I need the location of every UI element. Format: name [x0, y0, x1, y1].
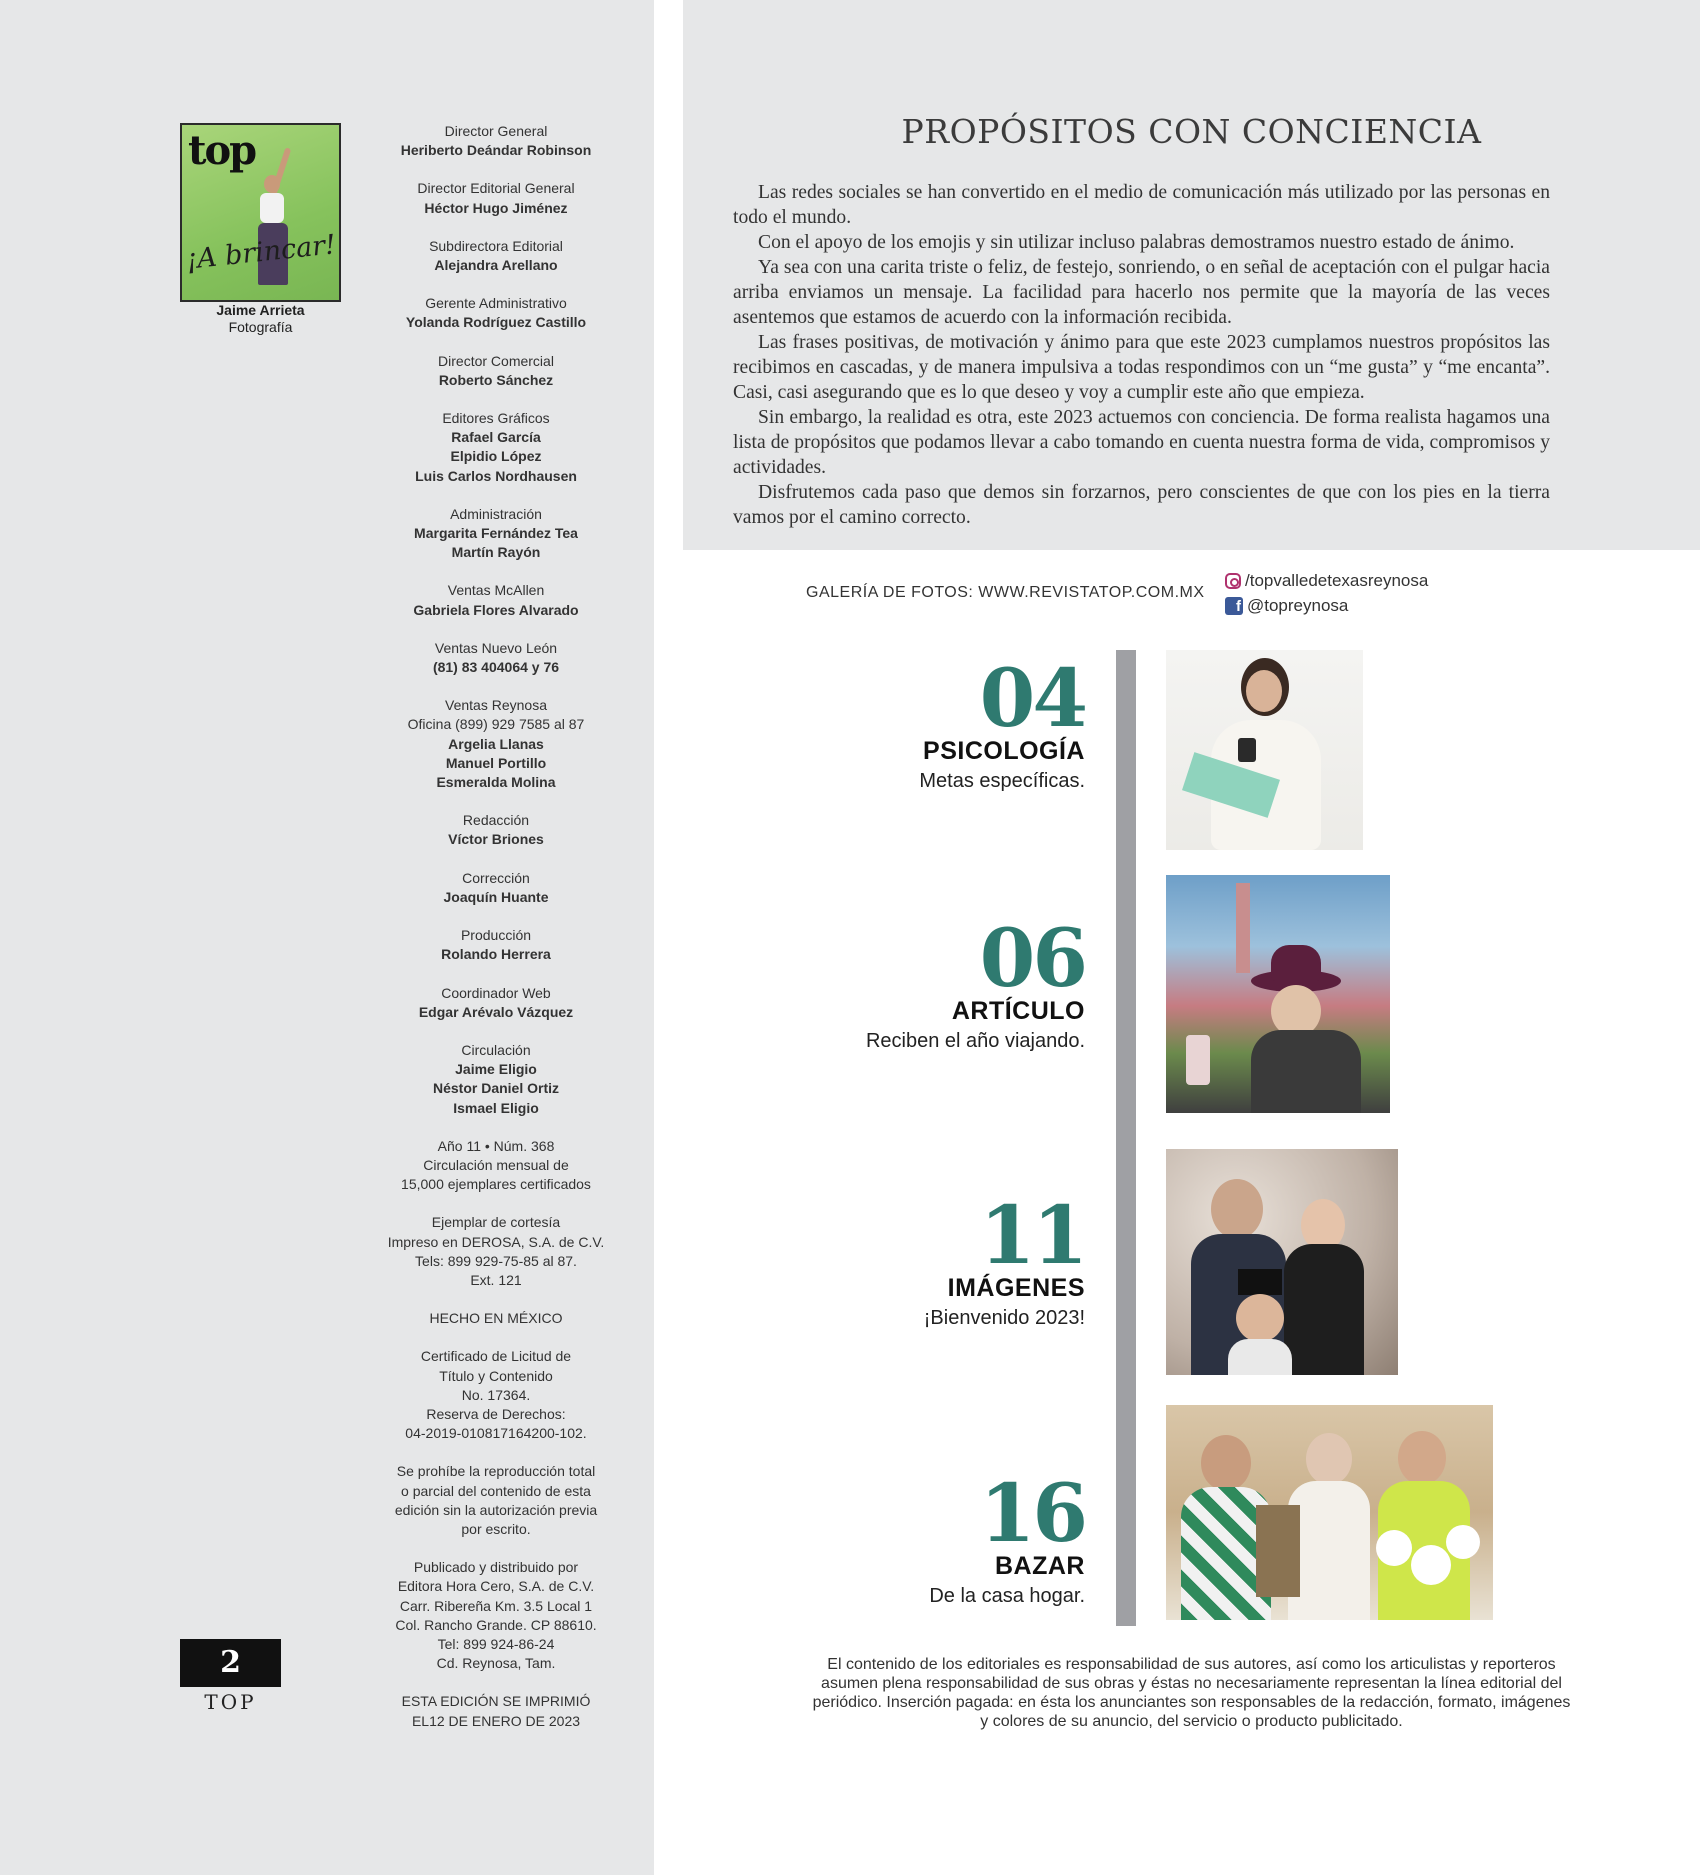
toc-description: De la casa hogar. [929, 1585, 1085, 1607]
staff-group [370, 581, 622, 619]
colophon-line: Tels: 899 929-75-85 al 87. [415, 1252, 577, 1269]
colophon-line: Editora Hora Cero, S.A. de C.V. [397, 1578, 595, 1595]
toc-item[interactable] [865, 911, 1085, 1056]
photo-articulo [1166, 875, 1390, 1113]
staff-name: Esmeralda Molina [436, 774, 556, 791]
staff-group [370, 811, 622, 849]
toc-description: Metas específicas. [919, 770, 1085, 792]
toc-item[interactable] [919, 651, 1085, 796]
staff-name: Manuel Portillo [445, 754, 547, 771]
toc-section: ARTÍCULO [951, 997, 1085, 1025]
colophon-line: Impreso en DEROSA, S.A. de C.V. [387, 1233, 605, 1250]
colophon-line: Año 11 • Núm. 368 [437, 1137, 555, 1154]
colophon-block [370, 1347, 622, 1443]
staff-name: Héctor Hugo Jiménez [424, 199, 568, 216]
staff-group [370, 352, 622, 390]
social-links [1225, 568, 1428, 618]
staff-name: Heriberto Deándar Robinson [400, 142, 592, 159]
staff-detail: Oficina (899) 929 7585 al 87 [407, 716, 585, 733]
staff-title: Corrección [462, 869, 530, 886]
facebook-icon: f [1225, 597, 1243, 615]
staff-group [370, 869, 622, 907]
staff-title: Coordinador Web [441, 984, 551, 1001]
colophon-line: Se prohíbe la reproducción total [396, 1463, 596, 1480]
editorial-paragraph: Ya sea con una carita triste o feliz, de festejo, sonriendo, o en señal de aceptación con el pulgar hacia arriba enviamos un mensaje. La facilidad para hacerlo nos permite que la mayoría de las veces asentemos que estamos de acuerdo con la información recibida. [733, 257, 1550, 328]
staff-title: Director General [444, 123, 548, 139]
staff-group [370, 696, 622, 792]
colophon-line: por escrito. [461, 1520, 531, 1537]
photo-bazar [1166, 1405, 1493, 1620]
gallery-link[interactable]: GALERÍA DE FOTOS: WWW.REVISTATOP.COM.MX [806, 584, 1205, 601]
page-label: TOP [204, 1690, 257, 1714]
editorial-paragraph: Sin embargo, la realidad es otra, este 2023 actuemos con conciencia. De forma realista hagamos una lista de propósitos que podamos llevar a cabo tomando en cuenta nuestra forma de vida, compromisos y actividades. [733, 407, 1550, 478]
staff-title: Ventas McAllen [447, 582, 545, 599]
instagram-link[interactable] [1225, 568, 1428, 593]
photographer-name: Jaime Arrieta [216, 302, 305, 318]
colophon-line: Publicado y distribuido por [413, 1559, 579, 1576]
staff-name: Margarita Fernández Tea [414, 525, 578, 542]
toc-section: BAZAR [995, 1552, 1085, 1580]
staff-name: (81) 83 404064 y 76 [432, 659, 560, 676]
colophon-line: HECHO EN MÉXICO [429, 1310, 563, 1327]
disclaimer [683, 1655, 1700, 1731]
colophon-line: Ejemplar de cortesía [431, 1214, 561, 1231]
staff-group [370, 1041, 622, 1118]
staff-name: Rafael García [451, 429, 541, 446]
staff-name: Joaquín Huante [443, 888, 549, 905]
staff-group [370, 926, 622, 964]
staff-name: Gabriela Flores Alvarado [413, 601, 579, 618]
staff-name: Edgar Arévalo Vázquez [418, 1003, 574, 1020]
editorial-paragraph: Disfrutemos cada paso que demos sin forzarnos, pero conscientes de que con los pies en la tierra vamos por el camino correcto. [733, 482, 1550, 528]
staff-group [370, 409, 622, 486]
staff-name: Alejandra Arellano [434, 257, 558, 274]
staff-name: Víctor Briones [448, 831, 544, 848]
colophon-line: EL12 DE ENERO DE 2023 [411, 1712, 581, 1729]
colophon-line: Cd. Reynosa, Tam. [436, 1655, 556, 1672]
staff-name: Martín Rayón [451, 544, 541, 561]
colophon-block [370, 1692, 622, 1730]
toc-page-number: 11 [979, 1188, 1085, 1282]
instagram-handle: /topvalledetexasreynosa [1245, 571, 1429, 590]
staff-title: Subdirectora Editorial [429, 237, 563, 254]
colophon-line: Reserva de Derechos: [426, 1405, 566, 1422]
staff-title: Editores Gráficos [442, 410, 550, 427]
staff-directory [370, 122, 622, 1750]
toc-section: IMÁGENES [947, 1274, 1085, 1302]
editorial-body [733, 180, 1550, 530]
editorial-paragraph: Las redes sociales se han convertido en el medio de comunicación más utilizado por las personas en todo el mundo. [733, 182, 1550, 228]
colophon-line: ESTA EDICIÓN SE IMPRIMIÓ [401, 1693, 591, 1710]
staff-name: Argelia Llanas [448, 735, 544, 752]
page-number: 2 [180, 1639, 281, 1687]
toc-description: Reciben el año viajando. [865, 1030, 1085, 1052]
toc-item[interactable] [923, 1188, 1085, 1333]
editorial-paragraph: Las frases positivas, de motivación y ánimo para que este 2023 cumplamos nuestros propósitos las recibimos en cascadas, y de manera impulsiva a todas respondimos con un “me gusta” y “me encanta”. Casi, casi asegurando que es lo que deseo y voy a cumplir este año que empieza. [733, 332, 1550, 403]
staff-title: Redacción [462, 812, 530, 829]
colophon-line: Ext. 121 [470, 1271, 522, 1288]
timeline-bar [1116, 650, 1136, 1626]
toc-page-number: 16 [979, 1466, 1085, 1560]
staff-group [370, 639, 622, 677]
staff-title: Ventas Reynosa [445, 697, 547, 714]
staff-name: Rolando Herrera [441, 946, 551, 963]
staff-name: Yolanda Rodríguez Castillo [405, 314, 587, 331]
disclaimer-line: El contenido de los editoriales es responsabilidad de sus autores, así como los articulistas y reporteros [827, 1656, 1556, 1673]
colophon-block [370, 1558, 622, 1673]
staff-title: Producción [460, 927, 532, 944]
colophon-line: Circulación mensual de [423, 1156, 569, 1173]
colophon-line: 15,000 ejemplares certificados [401, 1176, 591, 1193]
cover-logo: top [188, 127, 256, 174]
colophon-line: 04-2019-010817164200-102. [405, 1425, 587, 1442]
colophon-line: edición sin la autorización previa [394, 1501, 598, 1518]
colophon-line: Carr. Ribereña Km. 3.5 Local 1 [399, 1597, 593, 1614]
staff-title: Circulación [461, 1041, 531, 1058]
toc-description: ¡Bienvenido 2023! [923, 1307, 1085, 1329]
colophon-line: o parcial del contenido de esta [401, 1482, 591, 1499]
colophon-line: Certificado de Licitud de [420, 1348, 572, 1365]
photo-psicologia [1166, 650, 1363, 850]
colophon-line: Título y Contenido [439, 1367, 553, 1384]
colophon-line: No. 17364. [461, 1386, 531, 1403]
colophon-line: Col. Rancho Grande. CP 88610. [395, 1616, 597, 1633]
staff-group [370, 179, 622, 217]
staff-title: Ventas Nuevo León [434, 639, 558, 656]
staff-name: Luis Carlos Nordhausen [415, 467, 577, 484]
photo-imagenes [1166, 1149, 1398, 1375]
toc-section: PSICOLOGÍA [923, 737, 1085, 765]
staff-title: Gerente Administrativo [425, 295, 567, 312]
staff-group [370, 984, 622, 1022]
disclaimer-line: y colores de su anuncio, del servicio o producto publicitado. [980, 1713, 1403, 1730]
disclaimer-line: periódico. Inserción pagada: en ésta los anunciantes son responsables de la redacción, formato, imágenes [812, 1694, 1571, 1711]
editorial-title: PROPÓSITOS CON CONCIENCIA [901, 112, 1482, 151]
staff-name: Elpidio López [450, 448, 542, 465]
colophon-block [370, 1137, 622, 1195]
colophon-block [370, 1462, 622, 1539]
editorial-paragraph: Con el apoyo de los emojis y sin utilizar incluso palabras demostramos nuestro estado de ánimo. [758, 232, 1515, 253]
photographer-role: Fotografía [228, 319, 293, 335]
toc-page-number: 06 [979, 911, 1085, 1005]
colophon-line: Tel: 899 924-86-24 [437, 1635, 555, 1652]
cover-credit [180, 302, 341, 336]
staff-group [370, 505, 622, 563]
staff-title: Administración [450, 505, 542, 522]
colophon-block [370, 1213, 622, 1290]
staff-name: Roberto Sánchez [438, 371, 554, 388]
staff-name: Ismael Eligio [453, 1099, 539, 1116]
facebook-handle: @topreynosa [1247, 596, 1349, 615]
toc-item[interactable] [929, 1466, 1085, 1611]
toc-page-number: 04 [979, 651, 1085, 745]
staff-group [370, 122, 622, 160]
staff-name: Jaime Eligio [455, 1061, 537, 1078]
staff-title: Director Editorial General [417, 180, 575, 197]
facebook-link[interactable] [1225, 593, 1428, 618]
staff-name: Néstor Daniel Ortiz [432, 1080, 560, 1097]
disclaimer-line: asumen plena responsabilidad de sus obras y éstas no necesariamente representan la línea editorial del [821, 1675, 1562, 1692]
cover-headline: ¡A brincar! [184, 229, 338, 276]
colophon-block [370, 1309, 622, 1328]
staff-group [370, 294, 622, 332]
staff-title: Director Comercial [438, 352, 554, 369]
magazine-cover [180, 123, 341, 302]
staff-group [370, 237, 622, 275]
instagram-icon [1225, 573, 1241, 589]
